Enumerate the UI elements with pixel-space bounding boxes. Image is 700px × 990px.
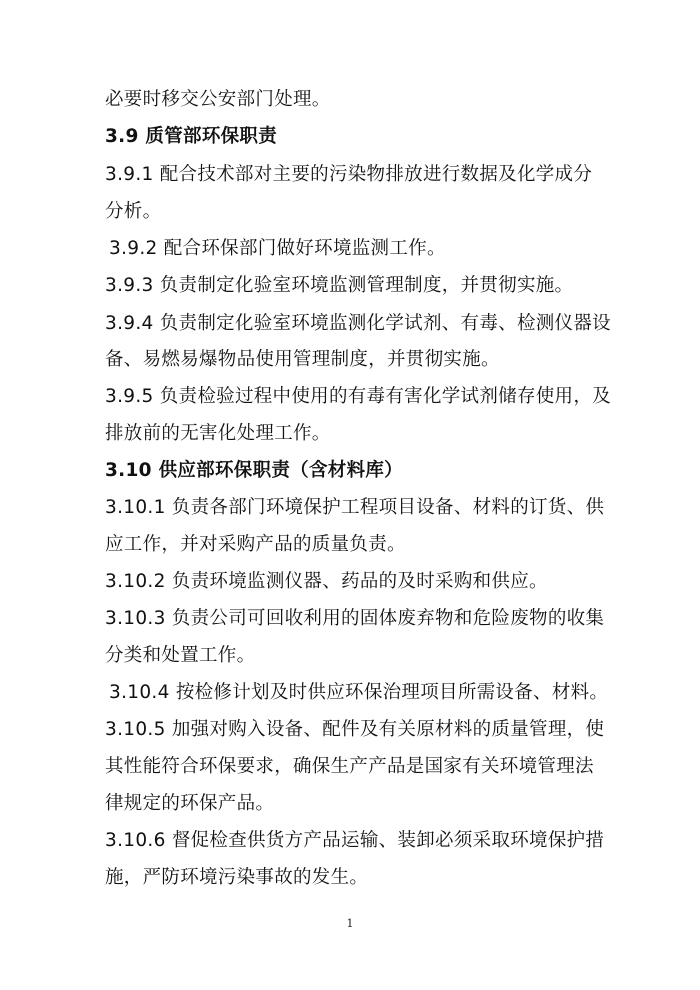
item-3-9-4-line2: 备、易燃易爆物品使用管理制度，并贯彻实施。 <box>105 349 500 370</box>
section-heading-3-10: 3.10 供应部环保职责（含材料库） <box>105 460 403 481</box>
item-3-9-4-line1: 3.9.4 负责制定化验室环境监测化学试剂、有毒、检测仪器设 <box>105 313 611 334</box>
section-heading-3-9: 3.9 质管部环保职责 <box>105 126 278 147</box>
item-3-9-5-line2: 排放前的无害化处理工作。 <box>105 423 331 444</box>
item-3-10-5-line3: 律规定的环保产品。 <box>105 793 275 814</box>
item-3-9-1-line2: 分析。 <box>105 201 162 222</box>
item-3-9-1-line1: 3.9.1 配合技术部对主要的污染物排放进行数据及化学成分 <box>105 164 593 185</box>
item-3-9-2: 3.9.2 配合环保部门做好环境监测工作。 <box>109 238 446 259</box>
item-3-10-6-line1: 3.10.6 督促检查供货方产品运输、装卸必须采取环境保护措 <box>105 830 605 851</box>
item-3-9-5-line1: 3.9.5 负责检验过程中使用的有毒有害化学试剂储存使用，及 <box>105 386 611 407</box>
item-3-10-5-line1: 3.10.5 加强对购入设备、配件及有关原材料的质量管理，使 <box>105 719 605 740</box>
item-3-10-4: 3.10.4 按检修计划及时供应环保治理项目所需设备、材料。 <box>109 682 609 703</box>
item-3-10-1-line1: 3.10.1 负责各部门环境保护工程项目设备、材料的订货、供 <box>105 497 605 518</box>
continuation-text: 必要时移交公安部门处理。 <box>105 89 331 110</box>
item-3-9-3: 3.9.3 负责制定化验室环境监测管理制度，并贯彻实施。 <box>105 275 574 296</box>
item-3-10-6-line2: 施，严防环境污染事故的发生。 <box>105 867 369 888</box>
item-3-10-5-line2: 其性能符合环保要求，确保生产产品是国家有关环境管理法 <box>105 756 594 777</box>
item-3-10-2: 3.10.2 负责环境监测仪器、药品的及时采购和供应。 <box>105 571 548 592</box>
item-3-10-3-line2: 分类和处置工作。 <box>105 645 256 666</box>
item-3-10-1-line2: 应工作，并对采购产品的质量负责。 <box>105 534 406 555</box>
page-number: 1 <box>346 917 354 930</box>
item-3-10-3-line1: 3.10.3 负责公司可回收利用的固体废弃物和危险废物的收集 <box>105 608 605 629</box>
